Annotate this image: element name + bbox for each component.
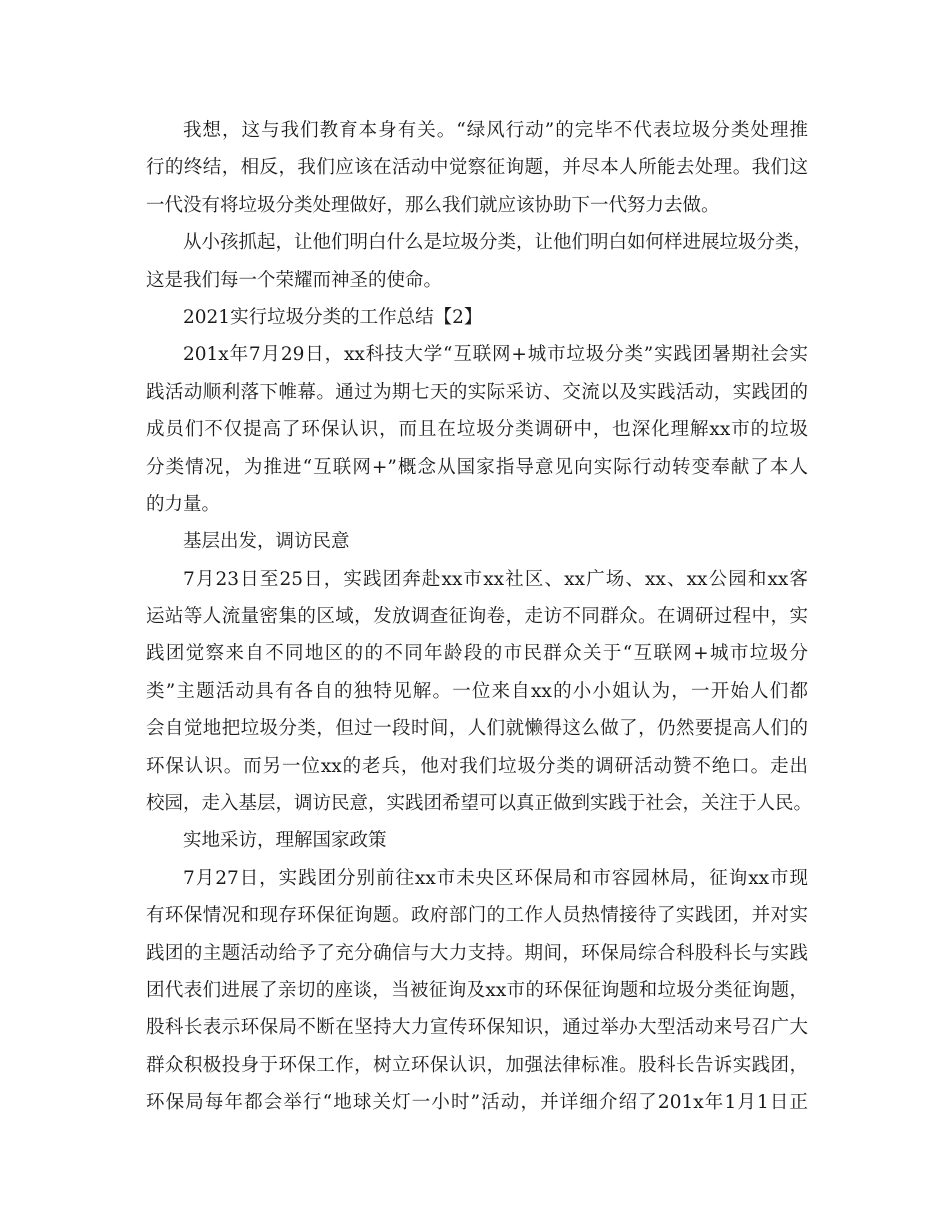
text-line: 的力量。 [146,493,221,515]
text-line: 从小孩抓起，让他们明白什么是垃圾分类，让他们明白如何样进展垃圾分类， [183,232,813,254]
text-line: 有环保情况和现存环保征询题。政府部门的工作人员热情接待了实践团，并对实 [146,905,808,927]
text-line: 2021实行垃圾分类的工作总结【2】 [183,306,483,328]
text-line: 7月23日至25日，实践团奔赴xx市xx社区、xx广场、xx、xx公园和xx客 [183,568,808,590]
text-line: 我想，这与我们教育本身有关。“绿风行动”的完毕不代表垃圾分类处理推 [183,120,808,141]
text-line: 践活动顺利落下帷幕。通过为期七天的实际采访、交流以及实践活动，实践团的 [146,381,808,403]
text-line: 实地采访，理解国家政策 [183,830,387,852]
document-body [146,112,813,1122]
text-line: 成员们不仅提高了环保认识，而且在垃圾分类调研中，也深化理解xx市的垃圾 [146,419,808,441]
text-line: 股科长表示环保局不断在坚持大力宣传环保知识，通过举办大型活动来号召广大 [146,1017,808,1039]
text-line: 运站等人流量密集的区域，发放调查征询卷，走访不同群众。在调研过程中，实 [146,606,808,628]
text-line: 环保局每年都会举行“地球关灯一小时”活动，并详细介绍了201x年1月1日正 [146,1092,808,1114]
text-line: 7月27日，实践团分别前往xx市未央区环保局和市容园林局，征询xx市现 [183,867,808,889]
text-line: 践团的主题活动给予了充分确信与大力支持。期间，环保局综合科股科长与实践 [146,942,808,964]
text-line: 一代没有将垃圾分类处理做好，那么我们就应该协助下一代努力去做。 [146,194,720,216]
text-line: 201x年7月29日，xx科技大学“互联网+城市垃圾分类”实践团暑期社会实 [183,344,808,366]
text-line: 环保认识。而另一位xx的老兵，他对我们垃圾分类的调研活动赞不绝口。走出 [146,755,808,777]
text-line: 践团觉察来自不同地区的的不同年龄段的市民群众关于“互联网+城市垃圾分 [146,643,808,665]
text-line: 分类情况，为推进“互联网+”概念从国家指导意见向实际行动转变奉献了本人 [146,456,808,478]
text-line: 这是我们每一个荣耀而神圣的使命。 [146,269,443,291]
text-line: 行的终结，相反，我们应该在活动中觉察征询题，并尽本人所能去处理。我们这 [146,157,808,179]
text-line: 群众积极投身于环保工作，树立环保认识，加强法律标准。股科长告诉实践团， [146,1054,808,1076]
text-line: 校园，走入基层，调访民意，实践团希望可以真正做到实践于社会，关注于人民。 [146,793,813,815]
text-line: 会自觉地把垃圾分类，但过一段时间，人们就懒得这么做了，仍然要提高人们的 [146,718,808,740]
text-line: 类”主题活动具有各自的独特见解。一位来自xx的小小姐认为，一开始人们都 [146,680,808,702]
text-line: 团代表们进展了亲切的座谈，当被征询及xx市的环保征询题和垃圾分类征询题， [146,979,808,1001]
text-line: 基层出发，调访民意 [183,531,350,553]
